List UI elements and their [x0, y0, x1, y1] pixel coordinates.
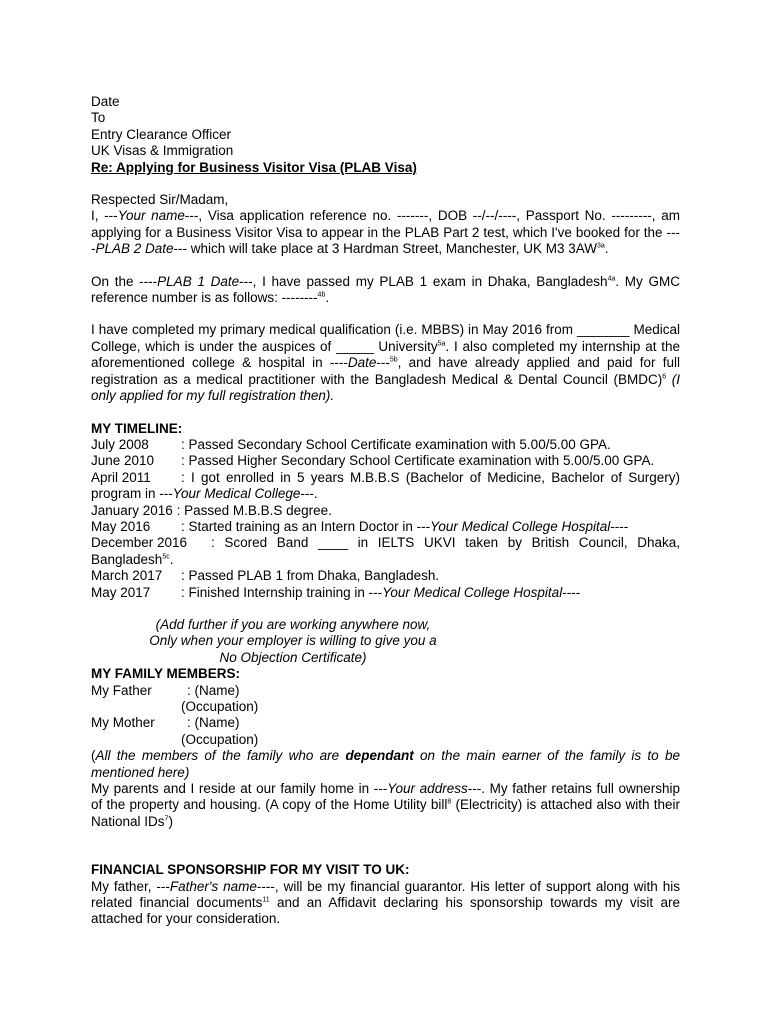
family-father-occupation: (Occupation) [181, 699, 259, 714]
timeline-row: May 2016 : Started training as an Intern Doctor in ---Your Medical College Hospital---- [91, 518, 629, 534]
timeline-heading: MY TIMELINE: [91, 420, 183, 436]
timeline-note: Only when your employer is willing to give you a [149, 633, 437, 649]
timeline-row: December 2016 : Scored Band ____ in IELTS UKVI taken by British Council, Dhaka, [91, 535, 680, 551]
letter-body [91, 94, 680, 928]
plab1-paragraph: On the ----PLAB 1 Date---, I have passed my PLAB 1 exam in Dhaka, Bangladesh$^{4a}$. My GMC reference number is as follows: --------$^{4b}$. [91, 273, 681, 306]
to-line: To [91, 110, 106, 126]
intro-paragraph: I, ---Your name---, Visa application reference no. -------, DOB --/--/----, Passport No. ---------, am applying for a Business Visitor Visa to appear in the PLAB Part 2 test, which I've booked for the ----PLAB 2 Date--- which will take place at 3 Hardman Street, Manchester, UK M3 $3AW^{3a}$. [91, 208, 680, 257]
salutation: Respected Sir/Madam, [91, 192, 229, 208]
finance-heading: FINANCIAL SPONSORSHIP FOR MY VISIT TO UK: [91, 862, 410, 878]
timeline-note: (Add further if you are working anywhere now, [155, 616, 431, 632]
timeline-program-line: program in ---Your Medical College---. [91, 486, 318, 502]
timeline-continuation: Bangladesh$^{5c}$. [91, 551, 174, 567]
timeline-row: March 2017 : Passed PLAB 1 from Dhaka, Bangladesh. [91, 568, 440, 584]
qualification-paragraph: I have completed my primary medical qualification (i.e. MBBS) in May 2016 from _______ Medical College, which is under the auspices of _____ University$^{5a}$. I also completed my internship at the aforementioned college & hospital in ----Date---$^{5b}$, and have already applied and paid for full registration as a medical practitioner with the Bangladesh Medical & Dental Council (BMDC)$^6$ (I only applied for my full registration then). [91, 322, 681, 404]
timeline-row: June 2010 : Passed Higher Secondary School Certificate examination with 5.00/5.00 GPA. [91, 453, 655, 469]
family-mother: My Mother : (Name) [91, 715, 240, 731]
recipient-line: Entry Clearance Officer [91, 126, 232, 142]
timeline-note: No Objection Certificate) [219, 649, 367, 665]
timeline-row: July 2008 : Passed Secondary School Certificate examination with 5.00/5.00 GPA. [91, 436, 611, 452]
timeline-row: May 2017 : Finished Internship training in ---Your Medical College Hospital---- [91, 584, 581, 600]
department-line: UK Visas & Immigration [91, 143, 234, 159]
timeline-row: January 2016 : Passed M.B.B.S degree. [91, 502, 332, 518]
finance-paragraph: My father, ---Father's name----, will be my financial guarantor. His letter of support along with his related financial documents$^{11}$ and an Affidavit declaring his sponsorship towards my visit are attached for your consideration. [91, 878, 680, 927]
residence-paragraph: My parents and I reside at our family home in ---Your address---. My father retains full ownership of the property and housing. (A copy of the Home Utility bill$^8$ (Electricity) is attached also with their National IDs$^7$) [91, 781, 680, 829]
date-line: Date [91, 94, 120, 109]
family-mother-occupation: (Occupation) [181, 731, 259, 747]
subject-line: Re: Applying for Business Visitor Visa (PLAB Visa) [91, 159, 417, 175]
family-father: My Father : (Name) [91, 682, 240, 698]
family-note: (All the members of the family who are dependant on the main earner of the family is to be mentioned here) [91, 748, 680, 780]
timeline-row: April 2011 : I got enrolled in 5 years M.B.B.S (Bachelor of Medicine, Bachelor of Surgery) [91, 469, 680, 485]
family-heading: MY FAMILY MEMBERS: [91, 666, 241, 682]
